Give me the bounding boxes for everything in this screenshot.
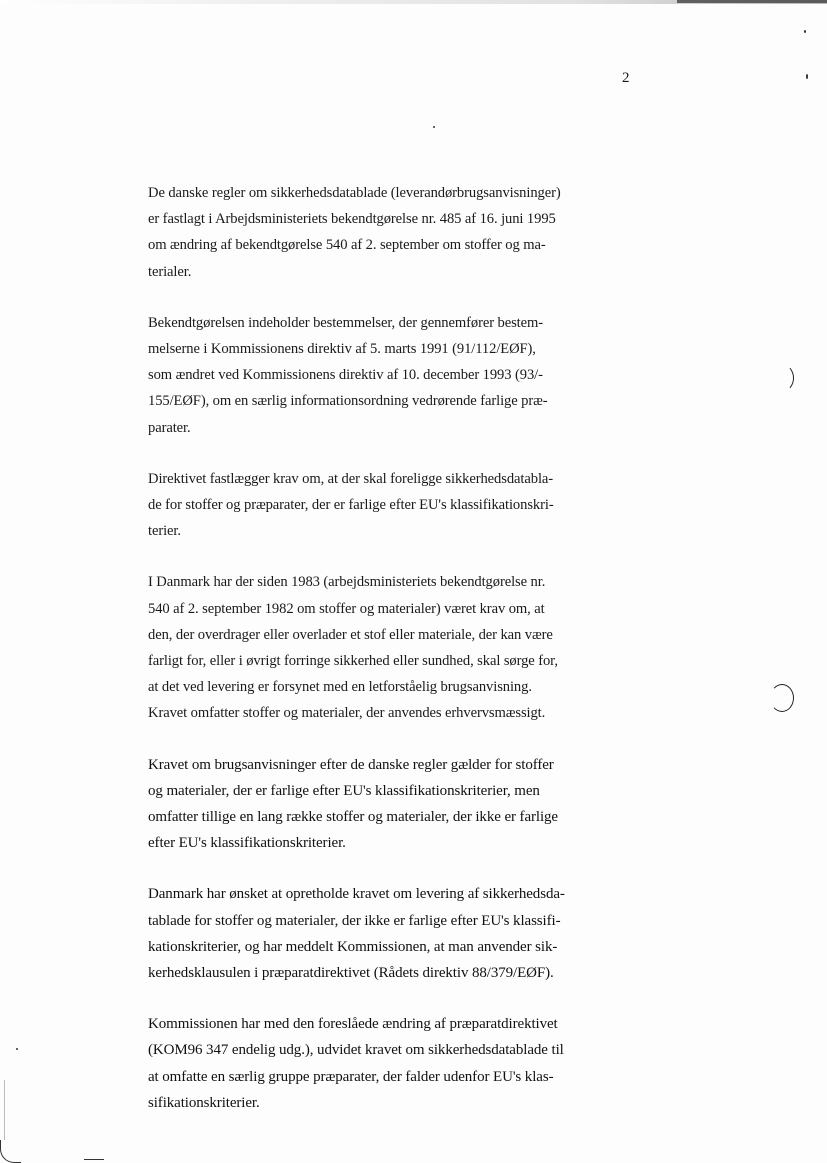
page-top-edge-shadow [677,0,827,3]
text-line: farligt for, eller i øvrigt forringe sikkerhed eller sundhed, skal sørge for, [148,653,558,670]
scan-speck [806,74,808,79]
text-line: den, der overdrager eller overlader et stof eller materiale, der kan være [148,626,553,643]
text-line: Kravet omfatter stoffer og materialer, der anvendes erhvervsmæssigt. [148,705,546,722]
text-line: Kravet om brugsanvisninger efter de danske regler gælder for stoffer [148,756,554,773]
text-line: omfatter tillige en lang række stoffer og materialer, der ikke er farlige [148,809,558,826]
text-line: De danske regler om sikkerhedsdatablade (leverandørbrugsanvisninger) [148,185,561,201]
text-line: efter EU's klassifikationskriterier. [148,835,346,852]
text-line: Bekendtgørelsen indeholder bestemmelser, der gennemfører bestem- [148,314,544,331]
text-line: om ændring af bekendtgørelse 540 af 2. september om stoffer og ma- [148,237,546,254]
text-line: sifikationskriterier. [148,1094,260,1111]
paragraph-4 [148,569,648,726]
text-line: 155/EØF), om en særlig informationsordning vedrørende farlige præ- [148,393,548,410]
scan-speck [16,1048,18,1050]
text-line: Danmark har ønsket at opretholde kravet om levering af sikkerhedsda- [148,886,565,903]
page-left-edge [4,1080,5,1140]
text-line: 540 af 2. september 1982 om stoffer og materialer) været krav om, at [148,600,545,617]
paragraph-6 [148,881,648,986]
text-line: som ændret ved Kommissionens direktiv af 10. december 1993 (93/- [148,367,543,384]
text-line: parater. [148,419,191,436]
text-line: tablade for stoffer og materialer, der ikke er farlige efter EU's klassifi- [148,912,561,929]
text-line: (KOM96 347 endelig udg.), udvidet kravet om sikkerhedsdatablade til [148,1042,564,1059]
text-line: kerhedsklausulen i præparatdirektivet (Rådets direktiv 88/379/EØF). [148,965,554,982]
paragraph-7 [148,1011,648,1116]
paragraph-1 [148,180,648,285]
text-line: kationskriterier, og har meddelt Kommissionen, at man anvender sik- [148,938,558,955]
text-line: Kommissionen har med den foreslåede ændring af præparatdirektivet [148,1016,558,1033]
paragraph-5 [148,752,648,857]
paragraph-3 [148,466,648,545]
text-line: terialer. [148,263,192,280]
text-line: er fastlagt i Arbejdsministeriets bekendtgørelse nr. 485 af 16. juni 1995 [148,211,556,228]
punch-hole-mark [770,684,794,712]
scan-speck [433,126,435,128]
page-number: 2 [622,70,630,86]
document-body [148,180,648,1141]
text-line: de for stoffer og præparater, der er farlige efter EU's klassifikationskri- [148,497,554,514]
bottom-edge-mark [84,1159,104,1160]
text-line: at omfatte en særlig gruppe præparater, der falder udenfor EU's klas- [148,1068,554,1085]
text-line: Direktivet fastlægger krav om, at der skal foreligge sikkerhedsdatabla- [148,470,554,487]
paragraph-2 [148,310,648,441]
text-line: terier. [148,523,181,540]
text-line: at det ved levering er forsynet med en letforståelig brugsanvisning. [148,679,532,696]
text-line: I Danmark har der siden 1983 (arbejdsministeriets bekendtgørelse nr. [148,574,546,591]
page-corner-mark [0,1140,21,1163]
text-line: melserne i Kommissionens direktiv af 5. marts 1991 (91/112/EØF), [148,341,536,358]
text-line: og materialer, der er farlige efter EU's klassifikationskriterier, men [148,782,540,799]
punch-hole-mark [770,364,794,392]
scan-speck [804,30,806,33]
